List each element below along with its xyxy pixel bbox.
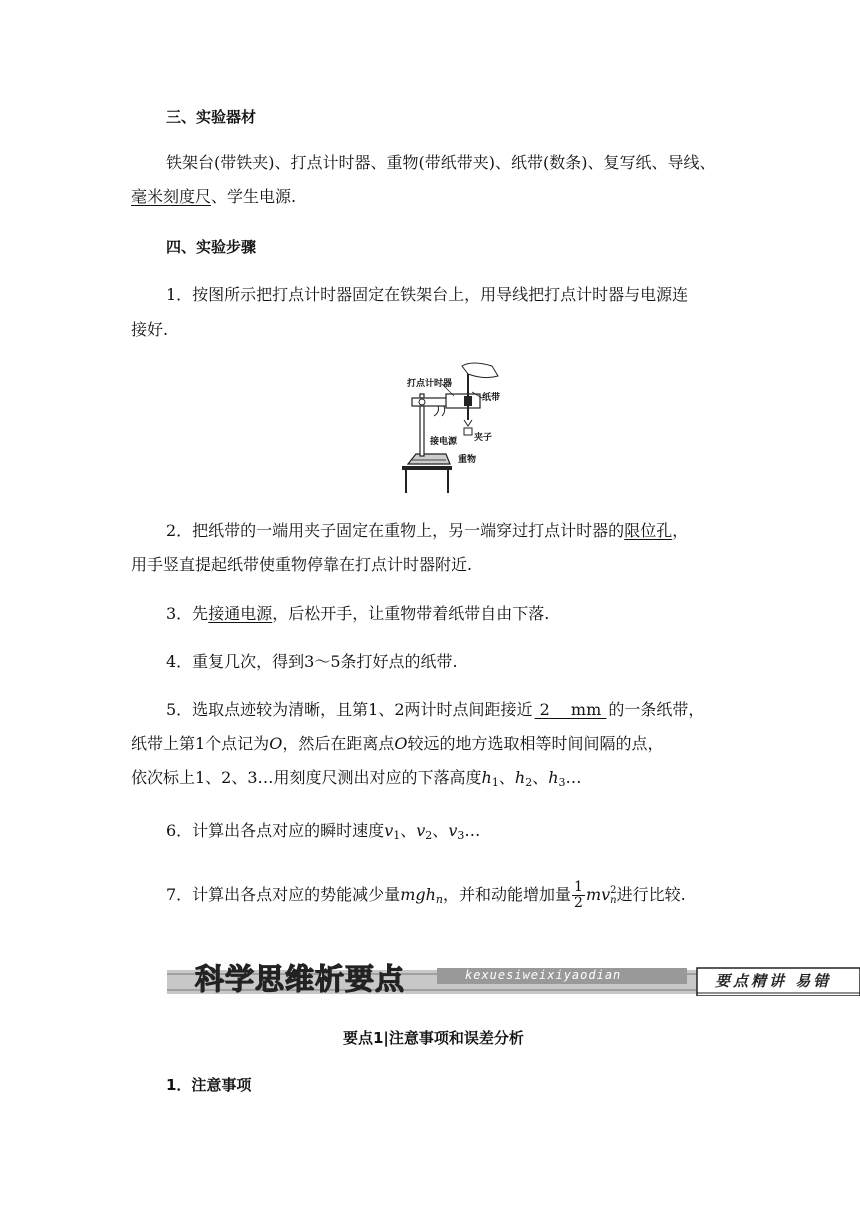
section-banner xyxy=(167,962,860,996)
var-h: h xyxy=(514,768,526,787)
text: ，后松开手，让重物带着纸带自由下落. xyxy=(272,604,550,623)
text: 、 xyxy=(498,768,515,787)
section-heading-materials: 三、实验器材 xyxy=(166,108,257,126)
text: 、 xyxy=(532,768,549,787)
label-timer: 打点计时器 xyxy=(407,379,453,389)
text: … xyxy=(464,821,481,840)
step-5-line-1 xyxy=(166,699,704,721)
superscript: 2 xyxy=(610,884,617,896)
label-power: 接电源 xyxy=(430,437,458,447)
var-h: h xyxy=(548,768,559,787)
var-mgh: mgh xyxy=(400,885,436,904)
text: 2．把纸带的一端用夹子固定在重物上，另一端穿过打点计时器的 xyxy=(166,521,625,540)
step-2-line-1 xyxy=(166,520,688,542)
text: ， xyxy=(672,521,689,540)
label-tape: 纸带 xyxy=(482,393,501,403)
text: 的一条纸带， xyxy=(608,700,705,719)
step-7 xyxy=(166,878,686,917)
text: ，然后在距离点 xyxy=(282,734,395,753)
var-mv: mv xyxy=(585,885,611,904)
text: 、 xyxy=(400,821,417,840)
text: 6．计算出各点对应的瞬时速度 xyxy=(166,821,385,840)
step-1-line-2: 接好. xyxy=(131,320,169,339)
step-2-line-2: 用手竖直提起纸带使重物停靠在打点计时器附近. xyxy=(131,555,473,574)
subscript: 3 xyxy=(558,776,566,789)
subscript: 3 xyxy=(457,829,465,842)
text: 7．计算出各点对应的势能减少量 xyxy=(166,885,401,904)
banner-right-label: 要点精讲 易错 xyxy=(715,972,832,990)
subscript: 2 xyxy=(525,776,533,789)
fraction-half xyxy=(572,880,585,911)
text: 3．先 xyxy=(166,604,209,623)
section-heading-steps: 四、实验步骤 xyxy=(166,238,257,256)
step-1-line-1: 1．按图所示把打点计时器固定在铁架台上，用导线把打点计时器与电源连 xyxy=(166,285,689,304)
subscript: 2 xyxy=(425,829,433,842)
text: 5．选取点迹较为清晰，且第1、2两计时点间距接近 xyxy=(166,700,533,719)
text: ，并和动能增加量 xyxy=(443,885,572,904)
step-6 xyxy=(166,820,480,847)
banner-pinyin: kexuesiweixiyaodian xyxy=(465,968,622,982)
var-O: O xyxy=(394,734,408,753)
var-O: O xyxy=(269,734,283,753)
step-5-line-3 xyxy=(131,767,582,794)
var-v: v xyxy=(448,821,458,840)
subscript: n xyxy=(435,893,443,906)
denominator: 2 xyxy=(574,895,583,911)
text: … xyxy=(565,768,582,787)
apparatus-figure xyxy=(402,360,504,494)
underlined-answer: 限位孔 xyxy=(624,521,673,540)
materials-line-1: 铁架台(带铁夹)、打点计时器、重物(带纸带夹)、纸带(数条)、复写纸、导线、 xyxy=(166,153,716,172)
step-4: 4．重复几次，得到3～5条打好点的纸带. xyxy=(166,652,458,671)
point-subheading: 1．注意事项 xyxy=(166,1076,252,1094)
text: 进行比较. xyxy=(616,885,686,904)
label-weight: 重物 xyxy=(458,455,477,465)
numerator: 1 xyxy=(574,879,583,895)
var-v: v xyxy=(416,821,426,840)
underlined-answer: 2 mm xyxy=(534,700,607,719)
step-3 xyxy=(166,603,549,625)
label-clip: 夹子 xyxy=(474,433,493,443)
var-h: h xyxy=(481,768,492,787)
text: 依次标上1、2、3…用刻度尺测出对应的下落高度 xyxy=(131,768,482,787)
step-5-line-2 xyxy=(131,733,663,755)
var-v: v xyxy=(384,821,394,840)
subscript: n xyxy=(610,894,617,906)
banner-title: 科学思维析要点 xyxy=(195,962,406,996)
underlined-answer: 毫米刻度尺 xyxy=(131,187,212,206)
materials-line-2 xyxy=(131,186,296,208)
subscript: 1 xyxy=(491,776,499,789)
text: 较远的地方选取相等时间间隔的点， xyxy=(407,734,664,753)
text: 、 xyxy=(432,821,449,840)
text: 纸带上第1个点记为 xyxy=(131,734,270,753)
text: 、学生电源. xyxy=(211,187,297,206)
underlined-answer: 接通电源 xyxy=(208,604,273,623)
subscript: 1 xyxy=(393,829,401,842)
point-title: 要点1|注意事项和误差分析 xyxy=(343,1029,524,1047)
